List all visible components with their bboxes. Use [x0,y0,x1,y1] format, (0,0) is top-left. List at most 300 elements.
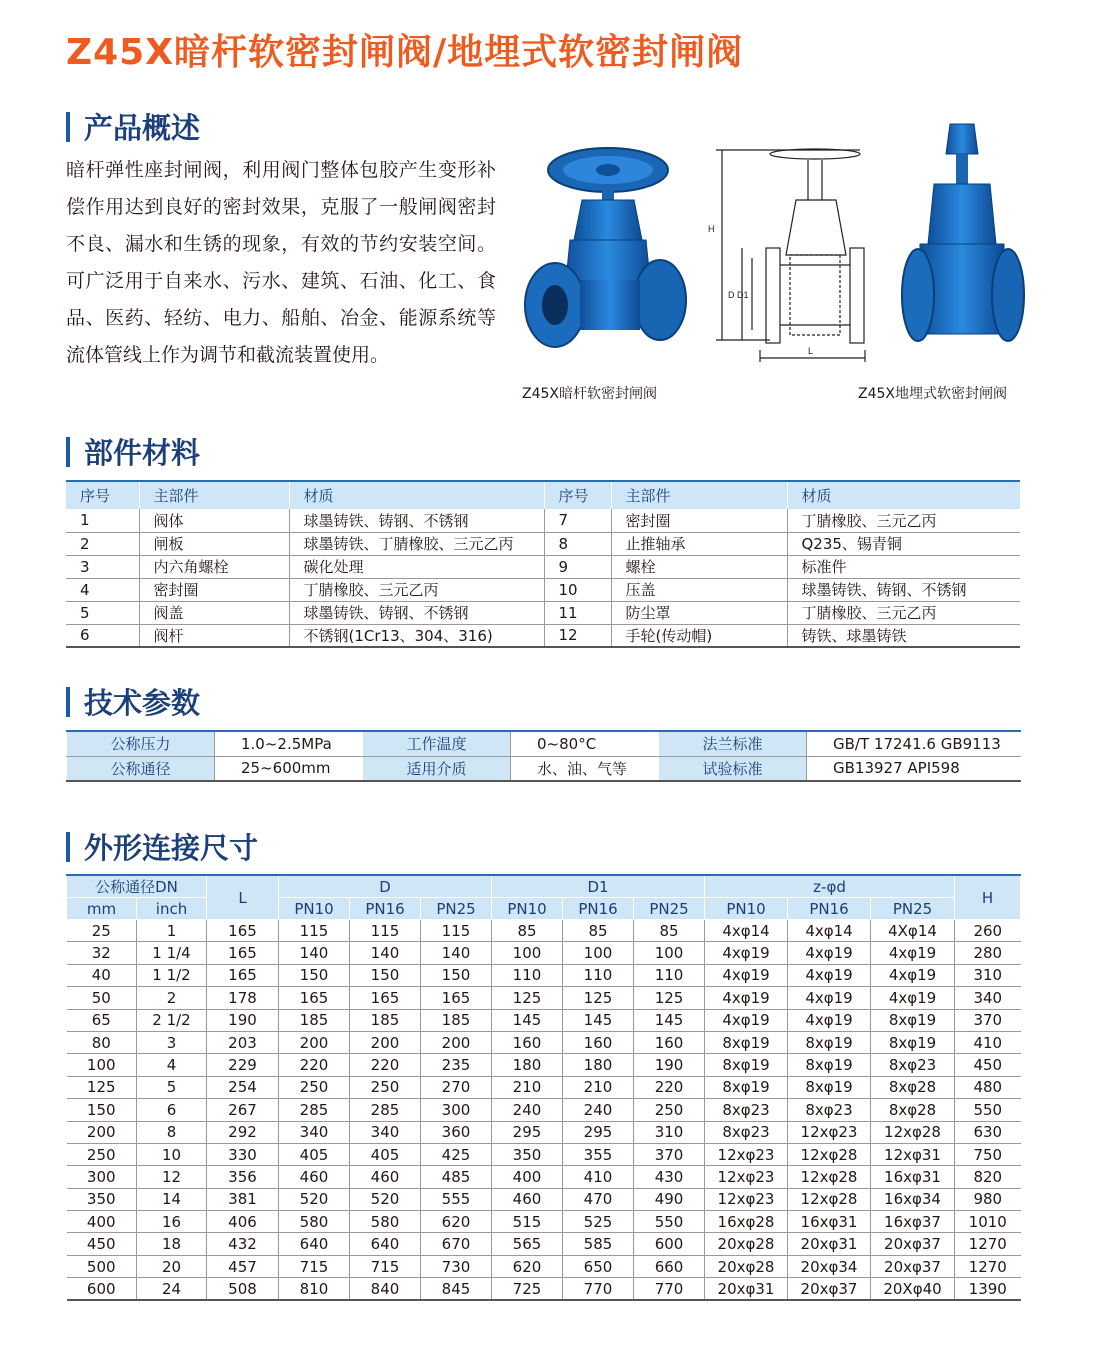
table-cell: 520 [279,1188,350,1210]
table-cell: 水、油、气等 [511,756,659,781]
table-cell: 公称压力 [67,731,215,756]
header-inch: inch [137,898,207,920]
table-cell: 405 [350,1143,421,1165]
table-cell: 100 [492,942,563,964]
table-cell: 20Xφ40 [871,1278,955,1300]
table-cell: 254 [207,1076,279,1098]
table-cell: 6 [137,1099,207,1121]
table-cell: 4xφ19 [788,942,871,964]
table-row [67,987,1021,1009]
table-cell: 515 [492,1211,563,1233]
table-cell: 450 [67,1233,137,1255]
table-cell: 500 [67,1255,137,1277]
table-cell: 丁腈橡胶、三元乙丙 [787,601,1020,624]
table-cell: 止推轴承 [611,532,787,555]
dimensions-header-row-1 [67,875,1021,898]
table-row [66,624,1020,647]
table-cell: 4Xφ14 [871,920,955,942]
heading-bar [66,832,70,862]
table-cell: 12 [137,1166,207,1188]
table-cell: 410 [563,1166,634,1188]
table-cell: 100 [67,1054,137,1076]
table-cell: 845 [421,1278,492,1300]
table-cell: 520 [350,1188,421,1210]
table-cell: 8 [137,1121,207,1143]
table-cell: 2 [137,987,207,1009]
table-cell: 140 [279,942,350,964]
table-cell: 210 [563,1076,634,1098]
table-cell: 100 [563,942,634,964]
table-cell: 580 [279,1211,350,1233]
table-cell: 150 [350,964,421,986]
table-cell: 165 [207,920,279,942]
overview-text: 暗杆弹性座封闸阀，利用阀门整体包胶产生变形补偿作用达到良好的密封效果，克服了一般闸阀密封不良、漏水和生锈的现象，有效的节约安装空间。可广泛用于自来水、污水、建筑、石油、化工、食品、医药、轻纺、电力、船舶、冶金、能源系统等流体管线上作为调节和截流装置使用。 [66,159,496,366]
table-cell: 180 [563,1054,634,1076]
table-row [67,1211,1021,1233]
header-pn: PN16 [350,898,421,920]
header-z-phi-d: z-φd [705,875,955,898]
table-row [66,601,1020,624]
table-cell: 1 [137,920,207,942]
table-cell: 185 [279,1009,350,1031]
table-cell: 防尘罩 [611,601,787,624]
table-row [67,1255,1021,1277]
table-cell: 660 [634,1255,705,1277]
table-cell: 350 [492,1143,563,1165]
table-cell: 200 [67,1121,137,1143]
gate-valve-icon [520,140,690,375]
table-cell: 165 [207,964,279,986]
table-cell: 试验标准 [659,756,807,781]
table-cell: 压盖 [611,578,787,601]
dimensions-heading-text: 外形连接尺寸 [84,831,259,865]
table-cell: 310 [955,964,1021,986]
table-cell: 300 [67,1166,137,1188]
table-cell: 16xφ28 [705,1211,788,1233]
table-cell: 229 [207,1054,279,1076]
header-pn: PN25 [871,898,955,920]
table-cell: 203 [207,1031,279,1053]
header-d1: D1 [492,875,705,898]
table-cell: 381 [207,1188,279,1210]
table-cell: 32 [67,942,137,964]
table-cell: 165 [421,987,492,1009]
table-cell: 715 [350,1255,421,1277]
overview-heading [66,106,200,147]
table-cell: 球墨铸铁、丁腈橡胶、三元乙丙 [289,532,544,555]
tech-heading [66,681,200,722]
table-cell: 0~80°C [511,731,659,756]
table-cell: 12xφ23 [788,1121,871,1143]
table-cell: 620 [492,1255,563,1277]
table-cell: 630 [955,1121,1021,1143]
table-cell: 85 [634,920,705,942]
table-row [67,942,1021,964]
table-cell: 8xφ19 [871,1009,955,1031]
table-cell: 350 [67,1188,137,1210]
table-cell: 490 [634,1188,705,1210]
table-cell: 不锈钢(1Cr13、304、316) [289,624,544,647]
table-cell: 50 [67,987,137,1009]
table-cell: 10 [137,1143,207,1165]
table-cell: 450 [955,1054,1021,1076]
table-cell: 145 [563,1009,634,1031]
table-cell: 400 [492,1166,563,1188]
table-cell: 4xφ19 [788,1009,871,1031]
table-cell: 4xφ19 [871,987,955,1009]
table-cell: 9 [544,555,611,578]
table-cell: 14 [137,1188,207,1210]
table-cell: 12xφ28 [788,1143,871,1165]
table-cell: 8xφ23 [788,1099,871,1121]
header-l: L [207,875,279,920]
header-pn: PN25 [421,898,492,920]
table-cell: 250 [634,1099,705,1121]
table-cell: 4xφ19 [788,964,871,986]
table-row [67,964,1021,986]
table-cell: 8xφ23 [705,1099,788,1121]
dimension-drawing-icon [700,140,870,365]
table-cell: 8xφ19 [788,1031,871,1053]
table-cell: 770 [563,1278,634,1300]
table-row [67,1188,1021,1210]
table-cell: 18 [137,1233,207,1255]
valve-photo-concealed-stem [520,140,690,375]
table-cell: 85 [492,920,563,942]
table-cell: 24 [137,1278,207,1300]
table-cell: 600 [634,1233,705,1255]
table-cell: 200 [279,1031,350,1053]
table-cell: 150 [421,964,492,986]
buried-gate-valve-icon [898,120,1028,365]
table-cell: 585 [563,1233,634,1255]
table-cell: 12xφ28 [871,1121,955,1143]
table-cell: 20xφ34 [788,1255,871,1277]
overview-heading-text: 产品概述 [84,111,201,145]
table-cell: 8xφ28 [871,1076,955,1098]
table-cell: 160 [492,1031,563,1053]
table-cell: 165 [279,987,350,1009]
table-cell: 240 [563,1099,634,1121]
header-d: D [279,875,492,898]
table-cell: 190 [634,1054,705,1076]
table-cell: 125 [67,1076,137,1098]
table-cell: 820 [955,1166,1021,1188]
table-cell: 8xφ19 [705,1031,788,1053]
tech-heading-text: 技术参数 [84,686,201,720]
table-cell: 25 [67,920,137,942]
table-cell: 1270 [955,1255,1021,1277]
table-row [67,1166,1021,1188]
materials-table [66,480,1020,648]
table-cell: 145 [634,1009,705,1031]
table-cell: 铸铁、球墨铸铁 [787,624,1020,647]
table-cell: 640 [279,1233,350,1255]
table-cell: 5 [137,1076,207,1098]
table-cell: 250 [67,1143,137,1165]
table-cell: 150 [279,964,350,986]
table-cell: 20 [137,1255,207,1277]
table-cell: 356 [207,1166,279,1188]
table-cell: 210 [492,1076,563,1098]
table-cell: 550 [955,1099,1021,1121]
table-cell: 410 [955,1031,1021,1053]
table-cell: GB13927 API598 [807,756,1021,781]
table-cell: 670 [421,1233,492,1255]
table-cell: 丁腈橡胶、三元乙丙 [787,509,1020,532]
table-cell: 4xφ14 [788,920,871,942]
table-cell: 620 [421,1211,492,1233]
table-cell: 840 [350,1278,421,1300]
table-cell: 4xφ19 [705,942,788,964]
table-cell: 405 [279,1143,350,1165]
header-mm: mm [67,898,137,920]
table-cell: 300 [421,1099,492,1121]
table-cell: 1 1/2 [137,964,207,986]
caption-concealed-stem: Z45X暗杆软密封闸阀 [522,386,657,402]
table-cell: 1 [66,509,139,532]
table-cell: 4xφ19 [705,964,788,986]
table-cell: 80 [67,1031,137,1053]
table-cell: 600 [67,1278,137,1300]
table-cell: 1010 [955,1211,1021,1233]
table-cell: 260 [955,920,1021,942]
table-cell: 190 [207,1009,279,1031]
table-row [67,731,1021,756]
valve-dimension-drawing [700,140,870,365]
table-cell: 12 [544,624,611,647]
table-cell: 355 [563,1143,634,1165]
table-cell: 750 [955,1143,1021,1165]
table-cell: 阀杆 [139,624,289,647]
table-cell: 20xφ37 [871,1233,955,1255]
table-cell: 280 [955,942,1021,964]
table-cell: 485 [421,1166,492,1188]
table-cell: 阀盖 [139,601,289,624]
table-cell: 8xφ19 [788,1076,871,1098]
tech-table [66,730,1021,782]
valve-photo-buried [898,120,1028,365]
table-cell: 270 [421,1076,492,1098]
table-cell: 1 1/4 [137,942,207,964]
table-cell: 185 [350,1009,421,1031]
dimensions-table [66,874,1021,1301]
table-row [67,756,1021,781]
table-cell: 4xφ19 [871,942,955,964]
table-row [67,1121,1021,1143]
table-cell: 85 [563,920,634,942]
table-cell: 20xφ28 [705,1255,788,1277]
table-cell: 406 [207,1211,279,1233]
table-cell: 4 [66,578,139,601]
table-cell: 285 [279,1099,350,1121]
table-cell: 阀体 [139,509,289,532]
table-cell: 240 [492,1099,563,1121]
materials-header-part: 主部件 [139,481,289,509]
table-cell: 8xφ19 [788,1054,871,1076]
dimensions-heading [66,826,258,867]
table-cell: 285 [350,1099,421,1121]
table-cell: 公称通径 [67,756,215,781]
table-cell: 3 [66,555,139,578]
table-cell: 980 [955,1188,1021,1210]
table-cell: 150 [67,1099,137,1121]
table-cell: 185 [421,1009,492,1031]
table-cell: 235 [421,1054,492,1076]
table-cell: 340 [279,1121,350,1143]
table-cell: 480 [955,1076,1021,1098]
table-cell: 125 [492,987,563,1009]
materials-header-material-2: 材质 [787,481,1020,509]
table-cell: 8xφ28 [871,1099,955,1121]
table-cell: 125 [563,987,634,1009]
table-cell: 4xφ19 [871,964,955,986]
table-cell: 12xφ28 [788,1188,871,1210]
header-h: H [955,875,1021,920]
table-cell: 12xφ23 [705,1188,788,1210]
header-pn: PN16 [788,898,871,920]
table-cell: 340 [955,987,1021,1009]
header-pn: PN10 [279,898,350,920]
table-cell: 40 [67,964,137,986]
table-cell: 715 [279,1255,350,1277]
table-cell: 11 [544,601,611,624]
table-cell: 16 [137,1211,207,1233]
page-title: Z45X暗杆软密封闸阀/地埋式软密封闸阀 [66,32,744,73]
table-cell: 160 [634,1031,705,1053]
table-cell: 220 [279,1054,350,1076]
table-cell: 565 [492,1233,563,1255]
table-cell: 20xφ37 [788,1278,871,1300]
table-row [67,1099,1021,1121]
table-cell: 4xφ19 [705,987,788,1009]
table-cell: 25~600mm [215,756,363,781]
materials-header-no: 序号 [66,481,139,509]
table-cell: 460 [279,1166,350,1188]
table-cell: 1.0~2.5MPa [215,731,363,756]
table-cell: 球墨铸铁、铸钢、不锈钢 [787,578,1020,601]
materials-header-part-2: 主部件 [611,481,787,509]
table-cell: 460 [492,1188,563,1210]
table-row [66,532,1020,555]
table-cell: 适用介质 [363,756,511,781]
header-pn: PN10 [492,898,563,920]
table-cell: 100 [634,942,705,964]
table-cell: 810 [279,1278,350,1300]
table-cell: 200 [421,1031,492,1053]
table-cell: 闸板 [139,532,289,555]
table-cell: 145 [492,1009,563,1031]
materials-header-no-2: 序号 [544,481,611,509]
materials-header-row [66,481,1020,509]
table-cell: 6 [66,624,139,647]
table-cell: 250 [279,1076,350,1098]
table-cell: 425 [421,1143,492,1165]
table-cell: 密封圈 [139,578,289,601]
table-cell: 8 [544,532,611,555]
table-cell: Q235、锡青铜 [787,532,1020,555]
table-cell: 470 [563,1188,634,1210]
table-cell: 250 [350,1076,421,1098]
table-row [66,578,1020,601]
heading-bar [66,112,70,142]
header-pn: PN25 [634,898,705,920]
table-cell: 8xφ23 [871,1054,955,1076]
table-cell: 178 [207,987,279,1009]
table-cell: 555 [421,1188,492,1210]
table-cell: 4xφ19 [705,1009,788,1031]
table-cell: 12xφ28 [788,1166,871,1188]
table-cell: 115 [350,920,421,942]
table-cell: 4 [137,1054,207,1076]
table-cell: 8xφ23 [705,1121,788,1143]
table-cell: 4xφ19 [788,987,871,1009]
table-cell: 370 [955,1009,1021,1031]
table-cell: 螺栓 [611,555,787,578]
table-cell: 12xφ31 [871,1143,955,1165]
table-row [67,1278,1021,1300]
table-cell: 3 [137,1031,207,1053]
table-row [67,1009,1021,1031]
table-cell: 360 [421,1121,492,1143]
table-cell: 580 [350,1211,421,1233]
table-row [67,1233,1021,1255]
table-cell: 508 [207,1278,279,1300]
table-cell: 8xφ19 [871,1031,955,1053]
table-cell: 200 [350,1031,421,1053]
table-cell: 125 [634,987,705,1009]
table-cell: 12xφ23 [705,1166,788,1188]
table-cell: 1270 [955,1233,1021,1255]
table-cell: 220 [350,1054,421,1076]
table-cell: 292 [207,1121,279,1143]
table-cell: 4xφ14 [705,920,788,942]
table-row [66,509,1020,532]
table-cell: 430 [634,1166,705,1188]
table-cell: 1390 [955,1278,1021,1300]
table-cell: 725 [492,1278,563,1300]
table-cell: 密封圈 [611,509,787,532]
table-cell: 432 [207,1233,279,1255]
table-cell: 110 [634,964,705,986]
table-cell: 16xφ31 [871,1166,955,1188]
table-cell: 140 [421,942,492,964]
heading-bar [66,437,70,467]
table-cell: 标准件 [787,555,1020,578]
table-cell: 730 [421,1255,492,1277]
table-cell: 267 [207,1099,279,1121]
table-cell: 140 [350,942,421,964]
table-cell: 丁腈橡胶、三元乙丙 [289,578,544,601]
table-cell: 160 [563,1031,634,1053]
table-cell: 10 [544,578,611,601]
table-cell: 650 [563,1255,634,1277]
table-cell: 20xφ37 [871,1255,955,1277]
caption-buried: Z45X地埋式软密封闸阀 [858,386,1007,402]
table-cell: 550 [634,1211,705,1233]
table-row [67,920,1021,942]
table-cell: 8xφ19 [705,1054,788,1076]
table-cell: 400 [67,1211,137,1233]
table-cell: 5 [66,601,139,624]
table-cell: 碳化处理 [289,555,544,578]
table-cell: 310 [634,1121,705,1143]
table-cell: 180 [492,1054,563,1076]
table-cell: 110 [492,964,563,986]
drawing-label-h: H [708,224,715,234]
header-pn: PN10 [705,898,788,920]
table-cell: 20xφ31 [788,1233,871,1255]
